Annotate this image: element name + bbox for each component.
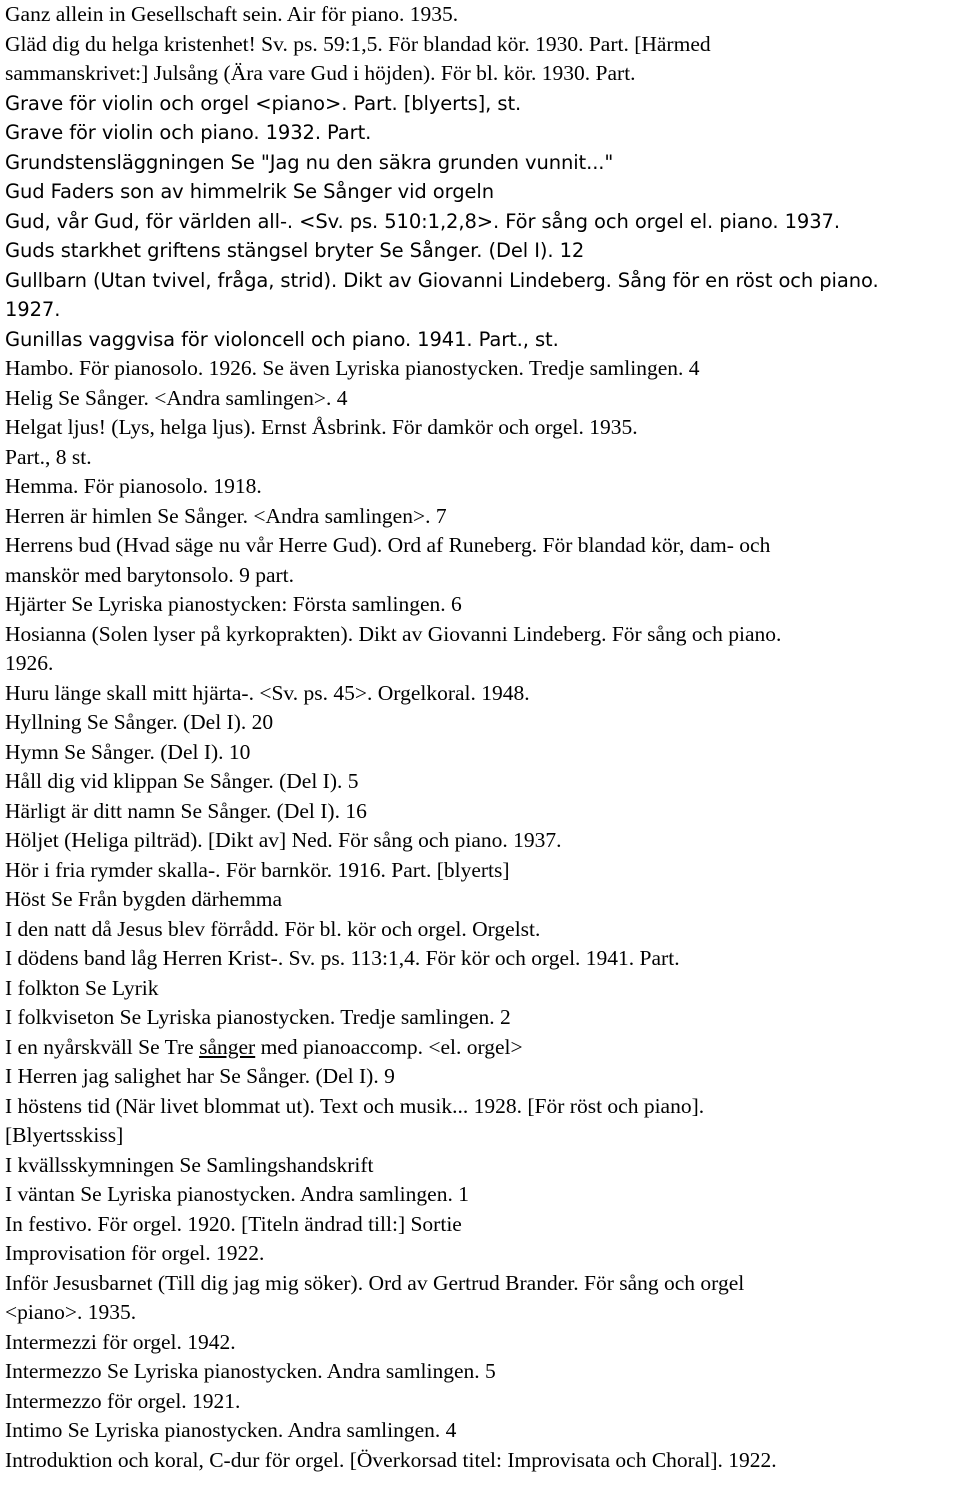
entry-line: I kvällsskymningen Se Samlingshandskrift <box>5 1152 374 1177</box>
entry-line: Gullbarn (Utan tvivel, fråga, strid). Dikt av Giovanni Lindeberg. Sång för en röst och piano. <box>5 268 879 292</box>
entry-text: med pianoaccomp. <el. orgel> <box>255 1034 523 1059</box>
catalog-listing <box>5 0 955 1475</box>
entry-line: Introduktion och koral, C-dur för orgel. [Överkorsad titel: Improvisata och Choral]. 1922. <box>5 1447 777 1472</box>
entry-line: I höstens tid (När livet blommat ut). Text och musik... 1928. [För röst och piano]. <box>5 1093 705 1118</box>
entry-line: 1926. <box>5 651 54 675</box>
entry-line: Hjärter Se Lyriska pianostycken: Första samlingen. 6 <box>5 592 462 616</box>
entry-line: sammanskrivet:] Julsång (Ära vare Gud i höjden). För bl. kör. 1930. Part. <box>5 61 636 85</box>
entry-line: Improvisation för orgel. 1922. <box>5 1241 265 1265</box>
entry-line: Herren är himlen Se Sånger. <Andra samlingen>. 7 <box>5 503 447 528</box>
entry-line: 1927. <box>5 298 61 321</box>
entry-line: Hyllning Se Sånger. (Del I). 20 <box>5 710 274 734</box>
entry-line: Grave för violin och orgel <piano>. Part. [blyerts], st. <box>5 91 522 115</box>
entry-line: Helgat ljus! (Lys, helga ljus). Ernst Åsbrink. För damkör och orgel. 1935. <box>5 415 638 439</box>
entry-line: Intermezzi för orgel. 1942. <box>5 1329 236 1354</box>
entry-line: Herrens bud (Hvad säge nu vår Herre Gud). Ord af Runeberg. För blandad kör, dam- och <box>5 533 771 557</box>
entry-line: Grundstensläggningen Se "Jag nu den säkra grunden vunnit..." <box>5 150 614 174</box>
entry-line: I folkton Se Lyrik <box>5 975 159 1000</box>
entry-line: Intermezzo Se Lyriska pianostycken. Andra samlingen. 5 <box>5 1359 496 1383</box>
entry-line: Guds starkhet griftens stängsel bryter Se Sånger. (Del I). 12 <box>5 239 585 262</box>
entry-line: Hör i fria rymder skalla-. För barnkör. 1916. Part. [blyerts] <box>5 857 510 882</box>
entry-line: Gunillas vaggvisa för violoncell och piano. 1941. Part., st. <box>5 327 559 351</box>
entry-line: Hemma. För pianosolo. 1918. <box>5 474 262 498</box>
entry-line: <piano>. 1935. <box>5 1300 137 1324</box>
entry-line: [Blyertsskiss] <box>5 1123 124 1147</box>
entry-line: Grave för violin och piano. 1932. Part. <box>5 121 372 144</box>
entry-line: Gud, vår Gud, för världen all-. <Sv. ps. 510:1,2,8>. För sång och orgel el. piano. 1937. <box>5 209 840 233</box>
entry-line: In festivo. För orgel. 1920. [Titeln ändrad till:] Sortie <box>5 1211 462 1236</box>
entry-text: I en nyårskväll Se Tre <box>5 1034 200 1059</box>
entry-line: Gläd dig du helga kristenhet! Sv. ps. 59:1,5. För blandad kör. 1930. Part. [Härmed <box>5 31 711 56</box>
entry-line: Inför Jesusbarnet (Till dig jag mig söker). Ord av Gertrud Brander. För sång och orgel <box>5 1270 745 1295</box>
entry-line: Höst Se Från bygden därhemma <box>5 887 283 911</box>
entry-line: Hosianna (Solen lyser på kyrkoprakten). Dikt av Giovanni Lindeberg. För sång och piano. <box>5 621 782 646</box>
entry-line: Intimo Se Lyriska pianostycken. Andra samlingen. 4 <box>5 1418 457 1442</box>
entry-line: I Herren jag salighet har Se Sånger. (Del I). 9 <box>5 1064 395 1088</box>
entry-line: I folkviseton Se Lyriska pianostycken. Tredje samlingen. 2 <box>5 1005 511 1029</box>
entry-line: Härligt är ditt namn Se Sånger. (Del I). 16 <box>5 798 367 823</box>
entry-line: I dödens band låg Herren Krist-. Sv. ps. 113:1,4. För kör och orgel. 1941. Part. <box>5 946 680 970</box>
entry-line: Gud Faders son av himmelrik Se Sånger vid orgeln <box>5 180 494 203</box>
entry-line: Helig Se Sånger. <Andra samlingen>. 4 <box>5 385 348 410</box>
entry-line: Håll dig vid klippan Se Sånger. (Del I). 5 <box>5 769 359 793</box>
entry-line: I väntan Se Lyriska pianostycken. Andra samlingen. 1 <box>5 1182 469 1206</box>
entry-line: Hymn Se Sånger. (Del I). 10 <box>5 739 251 764</box>
entry-line: I den natt då Jesus blev förrådd. För bl. kör och orgel. Orgelst. <box>5 916 541 941</box>
entry-line: Huru länge skall mitt hjärta-. <Sv. ps. 45>. Orgelkoral. 1948. <box>5 680 530 705</box>
entry-line: Part., 8 st. <box>5 444 92 469</box>
entry-line: Ganz allein in Gesellschaft sein. Air för piano. 1935. <box>5 2 459 26</box>
entry-line: Höljet (Heliga pilträd). [Dikt av] Ned. För sång och piano. 1937. <box>5 828 562 852</box>
entry-line: Intermezzo för orgel. 1921. <box>5 1388 241 1413</box>
underlined-word: sånger <box>199 1034 256 1059</box>
entry-line <box>5 1033 955 1063</box>
entry-line: Hambo. För pianosolo. 1926. Se även Lyriska pianostycken. Tredje samlingen. 4 <box>5 356 700 380</box>
entry-line: manskör med barytonsolo. 9 part. <box>5 562 295 587</box>
